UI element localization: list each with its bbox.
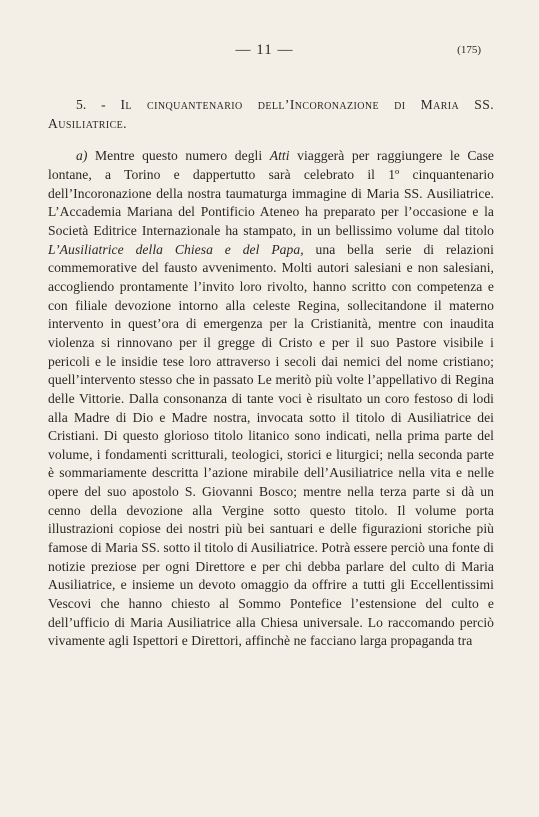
section-heading bbox=[48, 96, 494, 133]
paragraph-text-1: Mentre questo numero degli bbox=[87, 148, 270, 164]
section-title-line2: Ausiliatrice. bbox=[48, 115, 127, 131]
atti-italic: Atti bbox=[269, 148, 290, 164]
paragraph-a bbox=[48, 147, 494, 651]
book-title: L’Ausiliatrice della Chiesa e del Papa, bbox=[48, 241, 304, 257]
page-number: — 11 — bbox=[235, 42, 294, 58]
page-reference: (175) bbox=[457, 44, 481, 56]
paragraph-label: a) bbox=[76, 148, 88, 164]
paragraph-text-2: viaggerà per raggiungere le Case lontane, a Torino e dappertutto sarà celebrato il 1º cinquantenario dell’Incoronazione della nostra taumaturga immagine di Maria SS. Ausiliatrice. L’Accademia Mariana del Pontificio Ateneo ha preparato per l’occasione e la Società Editrice Internazionale ha stampato, in un bellissimo volume dal titolo bbox=[48, 148, 494, 238]
section-number: 5. - bbox=[76, 97, 121, 112]
body-text bbox=[48, 96, 494, 651]
section-title-line1: Il cinquantenario dell’Incoronazione di Maria SS. bbox=[120, 97, 494, 112]
paragraph-text-3: una bella serie di relazioni commemorative del fausto avvenimento. Molti autori salesiani e non salesiani, accogliendo prontamente l’invito loro rivolto, hanno scritto con competenza e con filiale devozione intorno alla celeste Regina, sollecitandone il materno intervento in quest’ora di emergenza per la Cristianità, mentre con inaudita violenza si rinnovano per il gregge di Cristo e per il suo Pastore visibile i pericoli e le insidie tese loro attraverso i secoli dai nemici del nome cristiano; quell’intervento stesso che in passato Le meritò più volte l’appellativo di Regina delle Vittorie. Dalla consonanza di tante voci è risultato un coro festoso di lodi alla Madre di Dio e Madre nostra, invocata sotto il titolo di Ausiliatrice dei Cristiani. Di questo glorioso titolo litanico sono indicati, nella prima parte del volume, i fondamenti scritturali, teologici, storici e liturgici; nella seconda parte è sommariamente descritta l’azione mirabile dell’Ausiliatrice nella vita e nelle opere del suo apostolo S. Giovanni Bosco; mentre nella terza parte si dà un cenno della devozione alla Vergine sotto questo titolo. Il volume porta illustrazioni copiose dei nostri più bei santuari e delle figurazioni storiche più famose di Maria SS. sotto il titolo di Ausiliatrice. Potrà essere perciò una fonte di notizie preziose per ogni Direttore e per chi debba parlare del culto di Maria Ausiliatrice, e insieme un devoto omaggio da offrire a tutti gli Eccellentissimi Vescovi che hanno chiesto al Sommo Pontefice l’estensione del culto e dell’ufficio di Maria Ausiliatrice alla Chiesa universale. Lo raccomando perciò vivamente agli Ispettori e Direttori, affinchè ne facciano larga propaganda tra bbox=[48, 241, 494, 649]
page-header bbox=[0, 42, 539, 62]
